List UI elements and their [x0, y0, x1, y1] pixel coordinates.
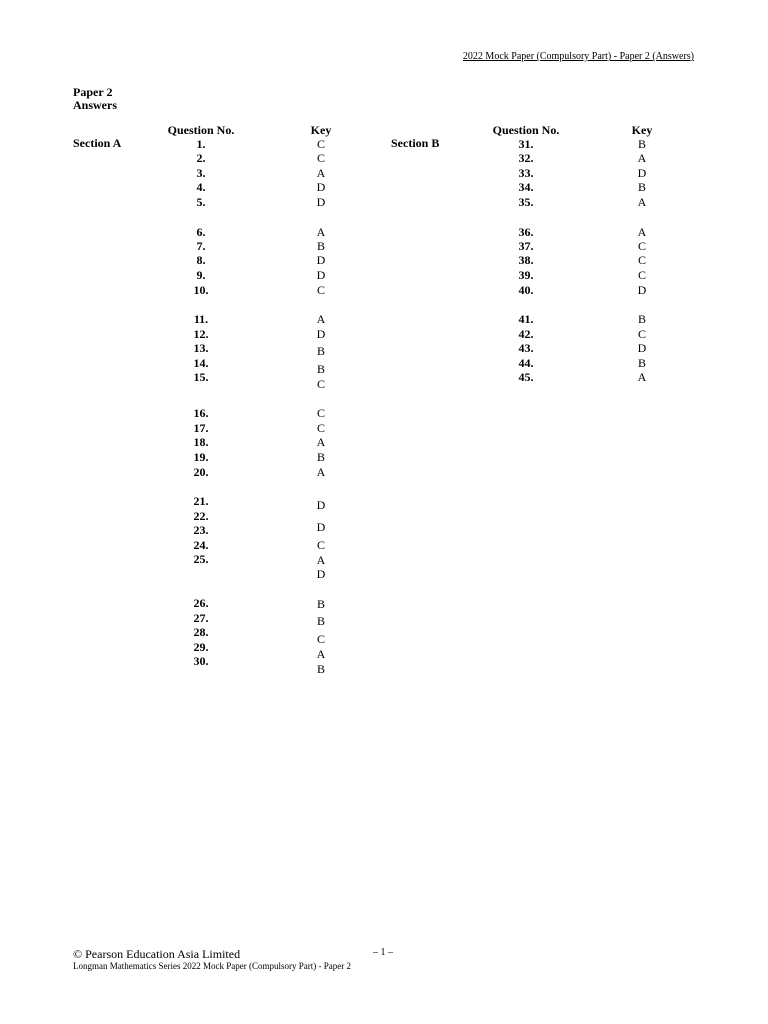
section-a-question-number: 7.: [196, 239, 206, 253]
section-b-answer-key: B: [637, 180, 647, 194]
section-a-answer-key: C: [316, 632, 326, 646]
section-b-question-header: Question No.: [492, 123, 560, 137]
section-b-key-header: Key: [631, 123, 653, 137]
section-b-question-number: 40.: [518, 283, 534, 297]
section-a-question-number: 21.: [193, 494, 209, 508]
section-b-answer-key: A: [637, 225, 647, 239]
section-a-question-number: 26.: [193, 596, 209, 610]
section-a-question-number: 19.: [193, 450, 209, 464]
section-a-question-number: 29.: [193, 640, 209, 654]
section-b-answer-key: C: [637, 327, 647, 341]
section-a-answer-key: C: [316, 421, 326, 435]
section-a-question-number: 14.: [193, 356, 209, 370]
section-b-question-number: 39.: [518, 268, 534, 282]
section-b-answer-key: B: [637, 312, 647, 326]
section-a-answer-key: C: [316, 151, 326, 165]
section-a-question-number: 25.: [193, 552, 209, 566]
section-a-answer-key: A: [316, 435, 326, 449]
section-a-answer-key: C: [316, 538, 326, 552]
paper-title: Paper 2: [73, 85, 113, 99]
section-a-answer-key: C: [316, 137, 326, 151]
section-b-answer-key: A: [637, 195, 647, 209]
section-b-question-number: 43.: [518, 341, 534, 355]
section-a-answer-key: D: [316, 520, 326, 534]
section-b-question-number: 44.: [518, 356, 534, 370]
section-a-answer-key: A: [316, 647, 326, 661]
header-title: 2022 Mock Paper (Compulsory Part) - Paper 2 (Answers): [462, 51, 694, 62]
section-a-question-number: 6.: [196, 225, 206, 239]
section-a-answer-key: B: [316, 239, 326, 253]
section-a-label: Section A: [73, 136, 122, 150]
section-a-answer-key: D: [316, 195, 326, 209]
section-a-answer-key: D: [316, 268, 326, 282]
section-a-question-number: 17.: [193, 421, 209, 435]
section-b-answer-key: D: [637, 341, 647, 355]
section-a-question-number: 9.: [196, 268, 206, 282]
section-a-question-number: 24.: [193, 538, 209, 552]
section-a-question-number: 4.: [196, 180, 206, 194]
section-a-question-number: 18.: [193, 435, 209, 449]
footer-copyright: © Pearson Education Asia Limited: [73, 947, 241, 961]
section-a-question-number: 30.: [193, 654, 209, 668]
section-a-question-number: 5.: [196, 195, 206, 209]
section-a-question-number: 3.: [196, 166, 206, 180]
section-a-answer-key: A: [316, 553, 326, 567]
section-a-answer-key: C: [316, 406, 326, 420]
section-b-question-number: 32.: [518, 151, 534, 165]
section-a-question-number: 20.: [193, 465, 209, 479]
section-a-answer-key: D: [316, 498, 326, 512]
section-b-question-number: 31.: [518, 137, 534, 151]
section-a-question-number: 23.: [193, 523, 209, 537]
section-b-answer-key: D: [637, 166, 647, 180]
section-a-question-header: Question No.: [167, 123, 235, 137]
section-a-answer-key: C: [316, 377, 326, 391]
section-a-question-number: 15.: [193, 370, 209, 384]
section-a-question-number: 27.: [193, 611, 209, 625]
section-a-answer-key: D: [316, 327, 326, 341]
section-a-question-number: 13.: [193, 341, 209, 355]
section-a-question-number: 16.: [193, 406, 209, 420]
section-a-answer-key: B: [316, 362, 326, 376]
section-a-answer-key: B: [316, 450, 326, 464]
section-a-answer-key: A: [316, 225, 326, 239]
section-b-question-number: 41.: [518, 312, 534, 326]
section-a-answer-key: D: [316, 180, 326, 194]
section-a-answer-key: A: [316, 465, 326, 479]
footer-series: Longman Mathematics Series 2022 Mock Paper (Compulsory Part) - Paper 2: [73, 961, 351, 971]
section-b-answer-key: B: [637, 137, 647, 151]
section-b-question-number: 33.: [518, 166, 534, 180]
section-b-question-number: 35.: [518, 195, 534, 209]
section-b-answer-key: A: [637, 370, 647, 384]
section-a-answer-key: B: [316, 662, 326, 676]
section-b-answer-key: C: [637, 268, 647, 282]
section-b-question-number: 45.: [518, 370, 534, 384]
section-b-answer-key: C: [637, 239, 647, 253]
section-a-answer-key: B: [316, 344, 326, 358]
section-b-question-number: 38.: [518, 253, 534, 267]
section-a-question-number: 11.: [193, 312, 209, 326]
answers-title: Answers: [73, 98, 117, 112]
section-a-question-number: 1.: [196, 137, 206, 151]
section-a-answer-key: B: [316, 597, 326, 611]
section-a-question-number: 8.: [196, 253, 206, 267]
section-b-answer-key: B: [637, 356, 647, 370]
section-b-answer-key: C: [637, 253, 647, 267]
section-a-question-number: 28.: [193, 625, 209, 639]
section-b-question-number: 37.: [518, 239, 534, 253]
section-b-question-number: 34.: [518, 180, 534, 194]
section-b-answer-key: D: [637, 283, 647, 297]
section-a-answer-key: B: [316, 614, 326, 628]
section-a-answer-key: C: [316, 283, 326, 297]
section-a-answer-key: A: [316, 312, 326, 326]
section-a-key-header: Key: [310, 123, 332, 137]
section-a-question-number: 2.: [196, 151, 206, 165]
section-a-question-number: 12.: [193, 327, 209, 341]
section-a-question-number: 10.: [193, 283, 209, 297]
section-b-label: Section B: [391, 136, 440, 150]
section-b-question-number: 42.: [518, 327, 534, 341]
section-a-answer-key: D: [316, 567, 326, 581]
section-a-question-number: 22.: [193, 509, 209, 523]
section-b-answer-key: A: [637, 151, 647, 165]
section-b-question-number: 36.: [518, 225, 534, 239]
section-a-answer-key: A: [316, 166, 326, 180]
section-a-answer-key: D: [316, 253, 326, 267]
footer-page-number: – 1 –: [373, 947, 393, 958]
